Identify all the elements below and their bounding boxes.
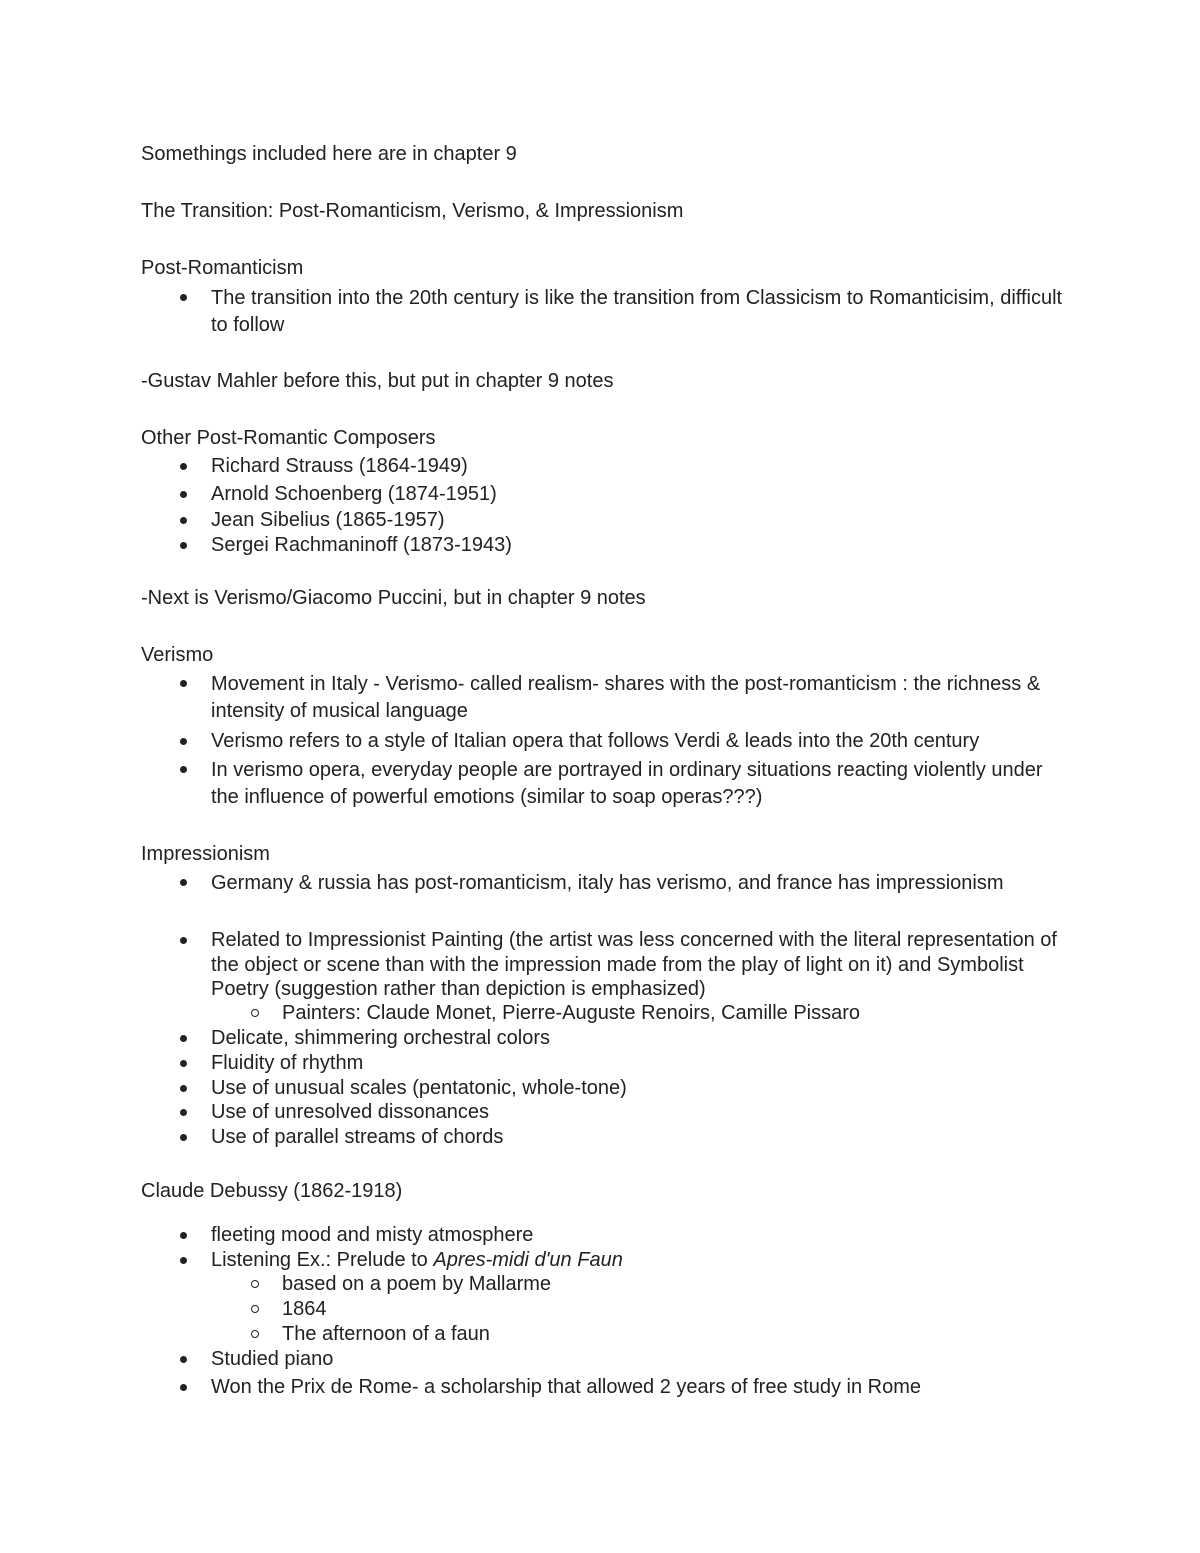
- bullet-dot-icon: [180, 1257, 187, 1264]
- other-composers-heading: Other Post-Romantic Composers: [141, 427, 436, 449]
- bullet-circle-icon: [251, 1009, 259, 1017]
- bullet-dot-icon: [180, 680, 187, 687]
- bullet-circle-icon: [251, 1330, 259, 1338]
- document-title: The Transition: Post-Romanticism, Verismo, & Impressionism: [141, 200, 684, 222]
- puccini-note: -Next is Verismo/Giacomo Puccini, but in chapter 9 notes: [141, 587, 646, 609]
- post-romanticism-heading: Post-Romanticism: [141, 257, 304, 279]
- mahler-note: -Gustav Mahler before this, but put in chapter 9 notes: [141, 370, 614, 392]
- bullet-dot-icon: [180, 738, 187, 745]
- bullet-dot-icon: [180, 1035, 187, 1042]
- bullet-dot-icon: [180, 542, 187, 549]
- bullet-dot-icon: [180, 937, 187, 944]
- bullet-circle-icon: [251, 1305, 259, 1313]
- bullet-dot-icon: [180, 879, 187, 886]
- bullet-dot-icon: [180, 1109, 187, 1116]
- intro-text: Somethings included here are in chapter 9: [141, 143, 517, 165]
- impressionism-heading: Impressionism: [141, 843, 270, 865]
- bullet-dot-icon: [180, 517, 187, 524]
- listening-prefix: Listening Ex.: Prelude to: [211, 1249, 434, 1271]
- bullet-dot-icon: [180, 766, 187, 773]
- bullet-dot-icon: [180, 463, 187, 470]
- listening-title: Apres-midi d'un Faun: [433, 1249, 623, 1271]
- bullet-dot-icon: [180, 1356, 187, 1363]
- bullet-circle-icon: [251, 1280, 259, 1288]
- bullet-dot-icon: [180, 1060, 187, 1067]
- debussy-heading: Claude Debussy (1862-1918): [141, 1180, 403, 1202]
- bullet-dot-icon: [180, 1134, 187, 1141]
- bullet-dot-icon: [180, 294, 187, 301]
- bullet-dot-icon: [180, 1384, 187, 1391]
- verismo-heading: Verismo: [141, 644, 214, 666]
- bullet-dot-icon: [180, 491, 187, 498]
- bullet-dot-icon: [180, 1085, 187, 1092]
- bullet-dot-icon: [180, 1232, 187, 1239]
